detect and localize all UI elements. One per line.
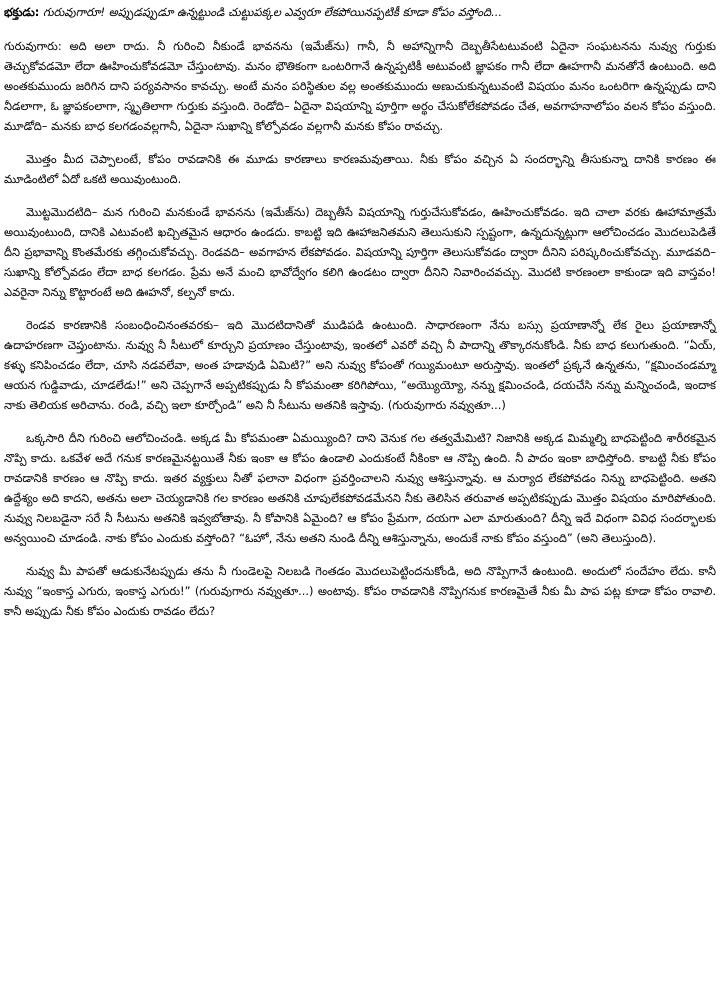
question-text: గురువుగారూ! అప్పుడప్పుడూ ఉన్నట్టుండి చుట్టుపక్కల ఎవ్వరూ లేకపోయినప్పటికీ కూడా కోపం వస్తోంది... [39,5,502,19]
document-page [4,2,716,634]
devotee-question [4,2,716,22]
devotee-label: భక్తుడు: [4,5,40,19]
answer-paragraph-3: మొట్టమొదటిది– మన గురించి మనకుండే భావనను (ఇమేజ్‌ను) దెబ్బతీసే విషయాన్ని గుర్తుచేసుకోవడం, ఊహించుకోవడం. ఇది చాలా వరకు ఊహామాత్రమే అయివుంటుంది, దానికి ఎటువంటి ఖచ్చితమైన ఆధారం ఉండదు. కాబట్టి ఇది ఊహాజనితమని తెలుసుకుని స్పష్టంగా, ఉన్నదున్నట్లుగా ఆలోచించడం మొదలుపెడితే దీని ప్రభావాన్ని కొంతమేరకు తగ్గించుకోవచ్చు. రెండవది– అవగాహన లేకపోవడం. విషయాన్ని పూర్తిగా తెలుసుకోవడం ద్వారా దీనిని పరిష్కరించుకోవచ్చు. మూడవది– సుఖాన్ని కోల్పోవడం లేదా బాధ కలగడం. ప్రేమ అనే మంచి భావోద్వేగం కలిగి ఉండటం ద్వారా దీనిని నివారించవచ్చు. మొదటి కారణంలా కాకుండా ఇది వాస్తవం! ఎవరైనా నిన్ను కొట్టారంటే అది ఊహనో, కల్పనో కాదు. [4,205,716,299]
answer-paragraph-2: మొత్తం మీద చెప్పాలంటే, కోపం రావడానికి ఈ మూడు కారణాలు కారణమవుతాయి. నీకు కోపం వచ్చిన ఏ సందర్భాన్ని తీసుకున్నా దానికి కారణం ఈ మూడింటిలో ఏదో ఒకటి అయివుంటుంది. [4,152,716,186]
guru-label: గురువుగారు: [4,39,62,53]
answer-paragraph-5: ఒక్కసారి దీని గురించి ఆలోచించండి. అక్కడ మీ కోపమంతా ఏమయ్యింది? దాని వెనుక గల తత్వమేమిటి? నిజానికి అక్కడ మిమ్మల్ని బాధపెట్టింది శారీరకమైన నొప్పి కాదు. ఒకవేళ అదే గనుక కారణమైనట్టయితే నీకు ఇంకా ఆ కోపం ఉండాలి ఎందుకంటే నీకింకా ఆ నొప్పి ఉంది. నీ పాదం ఇంకా బాధిస్తోంది. కాబట్టి నీకు కోపం రావడానికి కారణం ఆ నొప్పి కాదు. ఇతర వ్యక్తులు నీతో ఫలానా విధంగా ప్రవర్తించాలని నువ్వు ఆశిస్తున్నావు. ఆ మర్యాద లేకపోవడం నిన్ను బాధపెట్టింది. అతని ఉద్దేశ్యం అది కాదని, అతను అలా చెయ్యడానికి గల కారణం అతనికి చూపులేకపోవడమేనని నీకు తెలిసిన తరువాత అప్పటికప్పుడు మొత్తం విషయం మారిపోతుంది. నువ్వు నిలబడైనా సరే నీ సీటును అతనికి ఇవ్వబోతావు. నీ కోపానికి ఏమైంది? ఆ కోపం ప్రేమగా, దయగా ఎలా మారుతుంది? దీన్ని ఇదే విధంగా వివిధ సందర్భాలకు అన్వయించి చూడండి. నాకు కోపం ఎందుకు వస్తోంది? “ఓహో, నేను అతని నుండి దీన్ని ఆశిస్తున్నాను, అందుకే నాకు కోపం వస్తుంది” (అని తెలుస్తుంది). [4,431,716,545]
answer-paragraph-4: రెండవ కారణానికి సంబంధించినంతవరకు– ఇది మొదటిదానితో ముడిపడి ఉంటుంది. సాధారణంగా నేను బస్సు ప్రయాణాన్నో లేక రైలు ప్రయాణాన్నో ఉదాహరణగా చెప్తుంటాను. నువ్వు నీ సీటులో కూర్చుని ప్రయాణం చేస్తుంటావు, ఇంతలో ఎవరో వచ్చి నీ పాదాన్ని తొక్కారనుకోండి. నీకు బాధ కలుగుతుంది. “ఏయ్, కళ్ళు కనిపించడం లేదా, చూసి నడవలేవా, అంత హడావుడి ఏమిటి?” అని నువ్వు కోపంతో గయ్యిమంటూ అరుస్తావు. ఇంతలో ప్రక్కనే ఉన్నతను, “క్షమించండమ్మా ఆయన గుడ్డివాడు, చూడలేడు!” అని చెప్పగానే అప్పటికప్పుడు నీ కోపమంతా కరిగిపోయి, “అయ్యొయ్యో, నన్ను క్షమించండి, దయచేసి నన్ను మన్నించండి, ఇందాక నాకు తెలియక అరిచాను. రండి, వచ్చి ఇలా కూర్చోండి” అని నీ సీటును అతనికి ఇస్తావు. (గురువుగారు నవ్వుతూ...) [4,318,716,412]
answer-paragraph-6: నువ్వు మీ పాపతో ఆడుకునేటప్పుడు తను నీ గుండెలపై నిలబడి గెంతడం మొదలుపెట్టిందనుకోండి, అది నొప్పిగానే ఉంటుంది. అందులో సందేహం లేదు. కానీ నువ్వు “ఇంకాస్త ఎగురు, ఇంకాస్త ఎగురు!” (గురువుగారు నవ్వుతూ...) అంటావు. కోపం రావడానికి నొప్పిగనుక కారణమైతే నీకు మీ పాప పట్ల కూడా కోపం రావాలి. కానీ అప్పుడు నీకు కోపం ఎందుకు రావడం లేదు? [4,564,716,618]
answer-text-1: అది అలా రాదు. నీ గురించి నీకుండే భావనను (ఇమేజ్‌ను) గానీ, నీ అహాన్నిగానీ దెబ్బతీసేటటువంటి ఏదైనా సంఘటనను నువ్వు గుర్తుకు తెచ్చుకోవడమో లేదా ఊహించుకోవడమో చేస్తుంటావు. మనం భౌతికంగా ఒంటరిగానే ఉన్నప్పటికీ అటువంటి జ్ఞాపకం గానీ లేదా ఊహగానీ మనతోనే ఉంటుంది. అది అంతకుముందు జరిగిన దాని పర్యవసానం కావచ్చు. అంటే మనం పరిస్థితుల వల్ల అంతకుముందు అణుచుకున్నటువంటి విషయం మనం ఒంటరిగా ఉన్నప్పుడు దాని నీడలాగా, ఓ జ్ఞాపకంలాగా, స్మృతిలాగా గుర్తుకు వస్తుంది. రెండోది– ఏదైనా విషయాన్ని పూర్తిగా అర్థం చేసుకోలేకపోవడం చేత, అవగాహనాలోపం వలన కోపం వస్తుంది. మూడోది– మనకు బాధ కలగడంవల్లగానీ, ఏదైనా సుఖాన్ని కోల్పోవడం వల్లగానీ మనకు కోపం రావచ్చు. [4,39,716,133]
answer-paragraph-1 [4,36,716,136]
